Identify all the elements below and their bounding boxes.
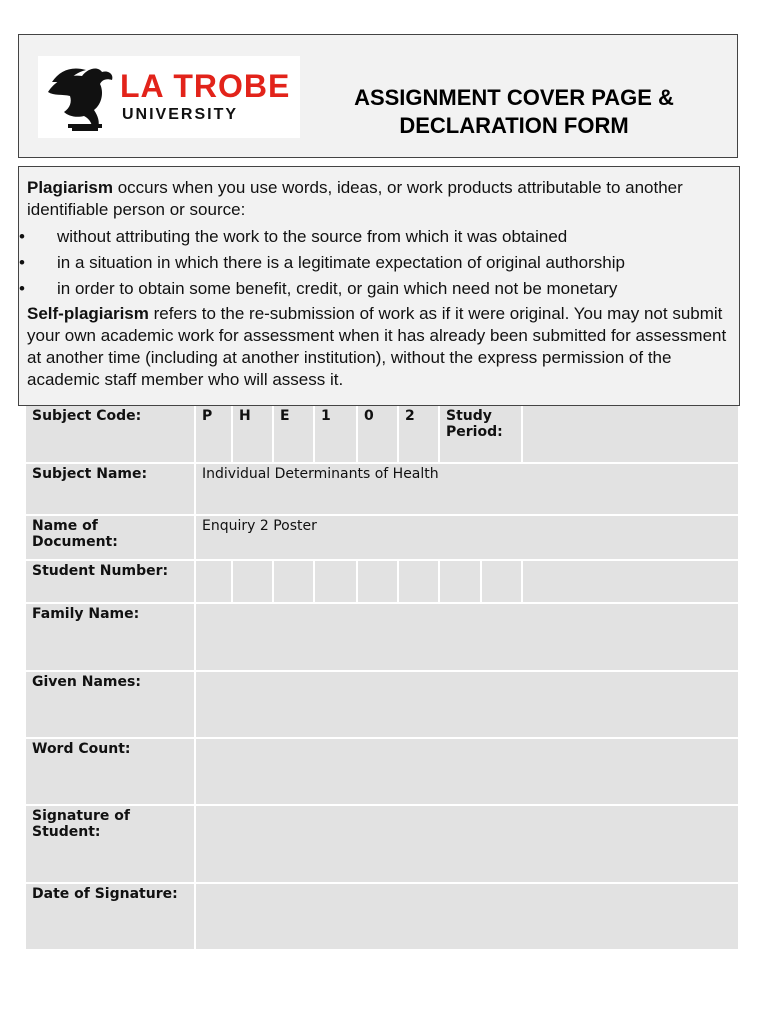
subject-code-char[interactable]: E [274,406,315,464]
signature-row [26,806,740,884]
family-name-row [26,604,740,672]
plagiarism-info-box: Plagiarism occurs when you use words, ideas, or work products attributable to another identifiable person or source: • without attributing the work to the source from which it was obtained • in a situation in which there is a legitimate expectation of original authorship • in order to obtain some benefit, credit, or gain which need not be monetary Self-plagiarism refers to the re-submission of work as if it were original. You may not submit your own academic work for assessment when it has already been submitted for assessment at another time (including at another institution), without the express permission of the academic staff member who will assess it. [18,166,740,406]
signature-field[interactable] [196,806,740,884]
study-period-label: Study Period: [440,406,523,464]
student-number-label: Student Number: [26,561,196,604]
student-number-digit[interactable] [315,561,358,604]
student-number-digit[interactable] [358,561,399,604]
plagiarism-paragraph [27,177,733,221]
word-count-field[interactable] [196,739,740,806]
logo-text: LA TROBE [120,68,291,104]
family-name-field[interactable] [196,604,740,672]
subject-name-field[interactable]: Individual Determinants of Health [196,464,740,516]
family-name-label: Family Name: [26,604,196,672]
document-row [26,516,740,561]
word-count-label: Word Count: [26,739,196,806]
cover-form-table [26,406,740,951]
subject-code-char[interactable]: 0 [358,406,399,464]
document-name-label: Name of Document: [26,516,196,561]
given-names-label: Given Names: [26,672,196,739]
student-number-digit[interactable] [274,561,315,604]
subject-code-char[interactable]: 2 [399,406,440,464]
student-number-digit[interactable] [482,561,523,604]
document-name-field[interactable]: Enquiry 2 Poster [196,516,740,561]
page-title [318,84,710,140]
subject-code-row [26,406,740,464]
student-number-digit[interactable] [399,561,440,604]
given-names-field[interactable] [196,672,740,739]
logo-subtext: UNIVERSITY [122,106,239,123]
self-plagiarism-paragraph [27,303,733,391]
eagle-icon [42,62,122,134]
subject-code-label: Subject Code: [26,406,196,464]
date-row [26,884,740,951]
date-label: Date of Signature: [26,884,196,951]
subject-name-label: Subject Name: [26,464,196,516]
self-plagiarism-term: Self-plagiarism [27,304,149,323]
university-logo [38,56,300,138]
subject-code-char[interactable]: P [196,406,233,464]
student-number-digit[interactable] [440,561,482,604]
student-number-digit[interactable] [233,561,274,604]
student-number-digit[interactable] [196,561,233,604]
subject-code-char[interactable]: 1 [315,406,358,464]
subject-code-char[interactable]: H [233,406,274,464]
student-number-extra [523,561,740,604]
word-count-row [26,739,740,806]
study-period-field[interactable] [523,406,740,464]
plagiarism-term: Plagiarism [27,178,113,197]
date-field[interactable] [196,884,740,951]
title-line-2: DECLARATION FORM [399,113,629,138]
student-number-row [26,561,740,604]
plagiarism-definition: occurs when you use words, ideas, or work products attributable to another identifiable person or source: [27,178,683,219]
self-plagiarism-definition: refers to the re-submission of work as if it were original. You may not submit your own academic work for assessment when it has already been submitted for assessment at another time (including at another institution), without the express permission of the academic staff member who will assess it. [27,304,727,389]
subject-name-row [26,464,740,516]
title-line-1: ASSIGNMENT COVER PAGE & [354,85,674,110]
signature-label: Signature of Student: [26,806,196,884]
given-names-row [26,672,740,739]
